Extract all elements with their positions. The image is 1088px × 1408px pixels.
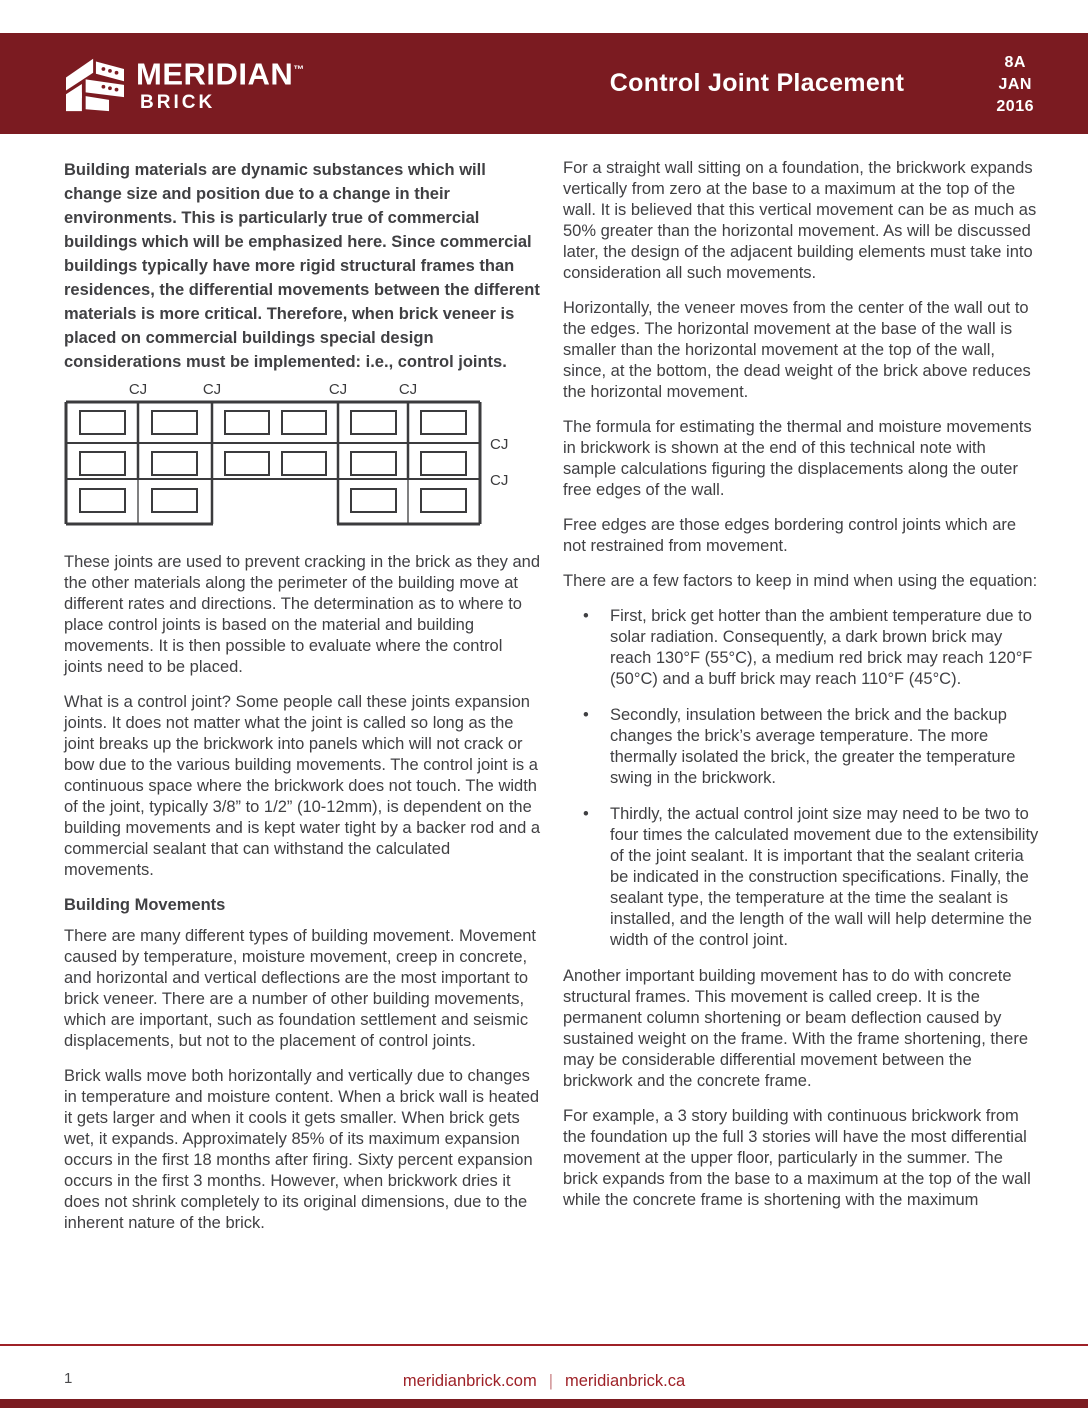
- bullet-marker: •: [583, 805, 589, 823]
- page-number: 1: [64, 1370, 73, 1387]
- list-item: [583, 606, 1041, 690]
- website-link-ca[interactable]: meridianbrick.ca: [565, 1372, 686, 1390]
- body-paragraph: There are many different types of building movement. Movement caused by temperature, moisture movement, creep in concrete, and horizontal and vertical deflections are the most important to brick veneer. There are a number of other building movements, which are important, such as foundation settlement and seismic displacements, but not to the placement of control joints.: [64, 927, 537, 1050]
- link-separator: |: [548, 1372, 554, 1390]
- brand-logo: [64, 53, 304, 114]
- body-paragraph: What is a control joint? Some people call these joints expansion joints. It does not matter what the joint is called so long as the joint breaks up the brickwork into panels which will not crack or bow due to the various building movements. The control joint is a continuous space where the brickwork does not touch. The width of the joint, typically 3/8” to 1/2” (10-12mm), is dependent on the building movements and is kept water tight by a backer rod and a commercial sealant that can withstand the calculated movements.: [64, 693, 541, 879]
- header-bar: [0, 33, 1088, 134]
- list-item-text: First, brick get hotter than the ambient temperature due to solar radiation. Consequently, a dark brown brick may reach 130°F (55°C), a medium red brick may reach 120°F (50°C) and a buff brick may reach 110°F (45°C).: [610, 607, 1033, 688]
- body-paragraph: Brick walls move both horizontally and vertically due to changes in temperature and moisture content. When a brick wall is heated it gets larger and when it cools it gets smaller. When brick gets wet, it expands. Approximately 85% of its maximum expansion occurs in the first 18 months after firing. Sixty percent expansion occurs in the first 3 months. However, when brickwork dries it does not shrink completely to its original dimensions, due to the inherent nature of the brick.: [64, 1067, 540, 1232]
- bullet-marker: •: [583, 607, 589, 625]
- brand-subname: BRICK: [140, 92, 216, 114]
- right-column: [563, 158, 1041, 1225]
- website-link-com[interactable]: meridianbrick.com: [402, 1372, 537, 1390]
- doc-code-month: JAN: [998, 76, 1032, 93]
- factors-list: [563, 606, 1041, 951]
- cj-label: CJ: [328, 381, 348, 398]
- body-paragraph: These joints are used to prevent cracking in the brick as they and the other materials along the perimeter of the building move at different rates and directions. The determination as to where to place control joints is based on the material and building movements. It is then possible to evaluate where the control joints need to be placed.: [64, 553, 541, 676]
- cj-label: CJ: [202, 381, 222, 398]
- cj-label: CJ: [490, 472, 509, 489]
- cj-label: CJ: [398, 381, 418, 398]
- doc-code-number: 8A: [1004, 54, 1026, 71]
- body-paragraph: Another important building movement has to do with concrete structural frames. This movement is called creep. It is the permanent column shortening or beam deflection caused by sustained weight on the frame. With the frame shortening, there may be considerable differential movement between the brickwork and the concrete frame.: [563, 967, 1028, 1090]
- cj-label: CJ: [490, 436, 509, 453]
- bullet-marker: •: [583, 706, 589, 724]
- brand-name: MERIDIAN™: [136, 56, 305, 92]
- footer-links: [0, 1372, 1088, 1391]
- brick-house-icon: [64, 55, 126, 113]
- left-column: [64, 158, 542, 1248]
- wall-outline: [66, 402, 480, 524]
- page-title: Control Joint Placement: [609, 69, 905, 97]
- body-paragraph: There are a few factors to keep in mind when using the equation:: [563, 572, 1038, 590]
- section-heading: Building Movements: [64, 896, 226, 914]
- footer-divider: [0, 1344, 1088, 1346]
- control-joint-diagram: [64, 380, 542, 532]
- body-paragraph: For a straight wall sitting on a foundation, the brickwork expands vertically from zero at the base to a maximum at the top of the wall. It is believed that this vertical movement can be as much as 50% greater than the horizontal movement. As will be discussed later, the design of the adjacent building elements must take into consideration all such movements.: [563, 159, 1037, 282]
- body-paragraph: The formula for estimating the thermal and moisture movements in brickwork is shown at the end of this technical note with sample calculations figuring the displacements along the outer free edges of the wall.: [563, 418, 1032, 499]
- cj-label: CJ: [128, 381, 148, 398]
- doc-code-block: [996, 52, 1034, 118]
- doc-code-year: 2016: [996, 98, 1034, 115]
- body-paragraph: For example, a 3 story building with continuous brickwork from the foundation up the full 3 stories will have the most differential movement at the upper floor, particularly in the summer. The brick expands from the base to a maximum at the top of the wall while the concrete frame is shortening with the maximum: [563, 1107, 1031, 1209]
- body-paragraph: Free edges are those edges bordering control joints which are not restrained from movement.: [563, 516, 1017, 555]
- list-item-text: Thirdly, the actual control joint size may need to be two to four times the calculated movement due to the extensibility of the joint sealant. It is important that the sealant criteria be indicated in the construction specifications. Finally, the sealant type, the temperature at the time the sealant is installed, and the length of the wall will help determine the width of the control joint.: [610, 805, 1039, 949]
- list-item-text: Secondly, insulation between the brick and the backup changes the brick’s average temperature. The more thermally isolated the brick, the greater the temperature swing in the brickwork.: [610, 706, 1016, 787]
- bottom-accent-bar: [0, 1399, 1088, 1408]
- intro-paragraph: Building materials are dynamic substances which will change size and position due to a change in their environments. This is particularly true of commercial buildings which will be emphasized here. Since commercial buildings typically have more rigid structural frames than residences, the differential movements between the different materials is more critical. Therefore, when brick veneer is placed on commercial buildings special design considerations must be implemented: i.e., control joints.: [64, 161, 540, 371]
- trademark-symbol: ™: [293, 64, 305, 76]
- list-item: [583, 804, 1041, 951]
- list-item: [583, 705, 1041, 789]
- brand-logo-text: [136, 53, 304, 114]
- body-paragraph: Horizontally, the veneer moves from the center of the wall out to the edges. The horizontal movement at the base of the wall is smaller than the horizontal movement at the top of the wall, since, at the bottom, the dead weight of the brick above reduces the horizontal movement.: [563, 299, 1031, 401]
